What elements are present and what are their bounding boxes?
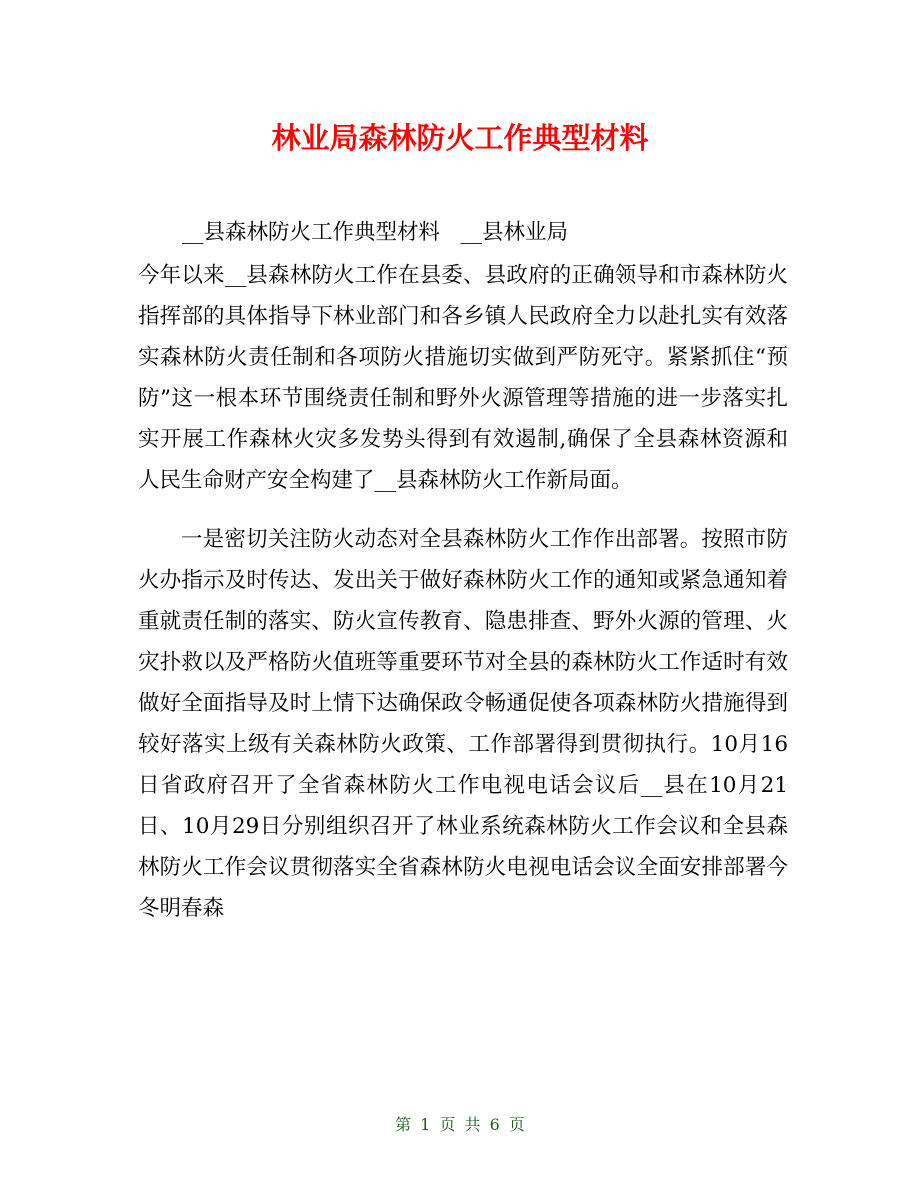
- document-title: 林业局森林防火工作典型材料: [271, 121, 649, 155]
- paragraph-intro: 今年以来__县森林防火工作在县委、县政府的正确领导和市森林防火指挥部的具体指导下林业部门和各乡镇人民政府全力以赴扎实有效落实森林防火责任制和各项防火措施切实做到严防死守。紧紧抓住“预防”这一根本环节围绕责任制和野外火源管理等措施的进一步落实扎实开展工作森林火灾多发势头得到有效遏制,确保了全县森林资源和人民生命财产安全构建了__县森林防火工作新局面。: [138, 263, 788, 493]
- document-body: [138, 255, 788, 929]
- paragraph-point-one: 一是密切关注防火动态对全县森林防火工作作出部署。按照市防火办指示及时传达、发出关于做好森林防火工作的通知或紧急通知着重就责任制的落实、防火宣传教育、隐患排查、野外火源的管理、火灾扑救以及严格防火值班等重要环节对全县的森林防火工作适时有效做好全面指导及时上情下达确保政令畅通促使各项森林防火措施得到较好落实上级有关森林防火政策、工作部署得到贯彻执行。10月16日省政府召开了全省森林防火工作电视电话会议后__县在10月21日、10月29日分别组织召开了林业系统森林防火工作会议和全县森林防火工作会议贯彻落实全省森林防火电视电话会议全面安排部署今冬明春森: [138, 527, 788, 921]
- page-number: 第 1 页 共 6 页: [395, 1115, 525, 1134]
- document-subtitle: __县森林防火工作典型材料 __县林业局: [182, 220, 569, 245]
